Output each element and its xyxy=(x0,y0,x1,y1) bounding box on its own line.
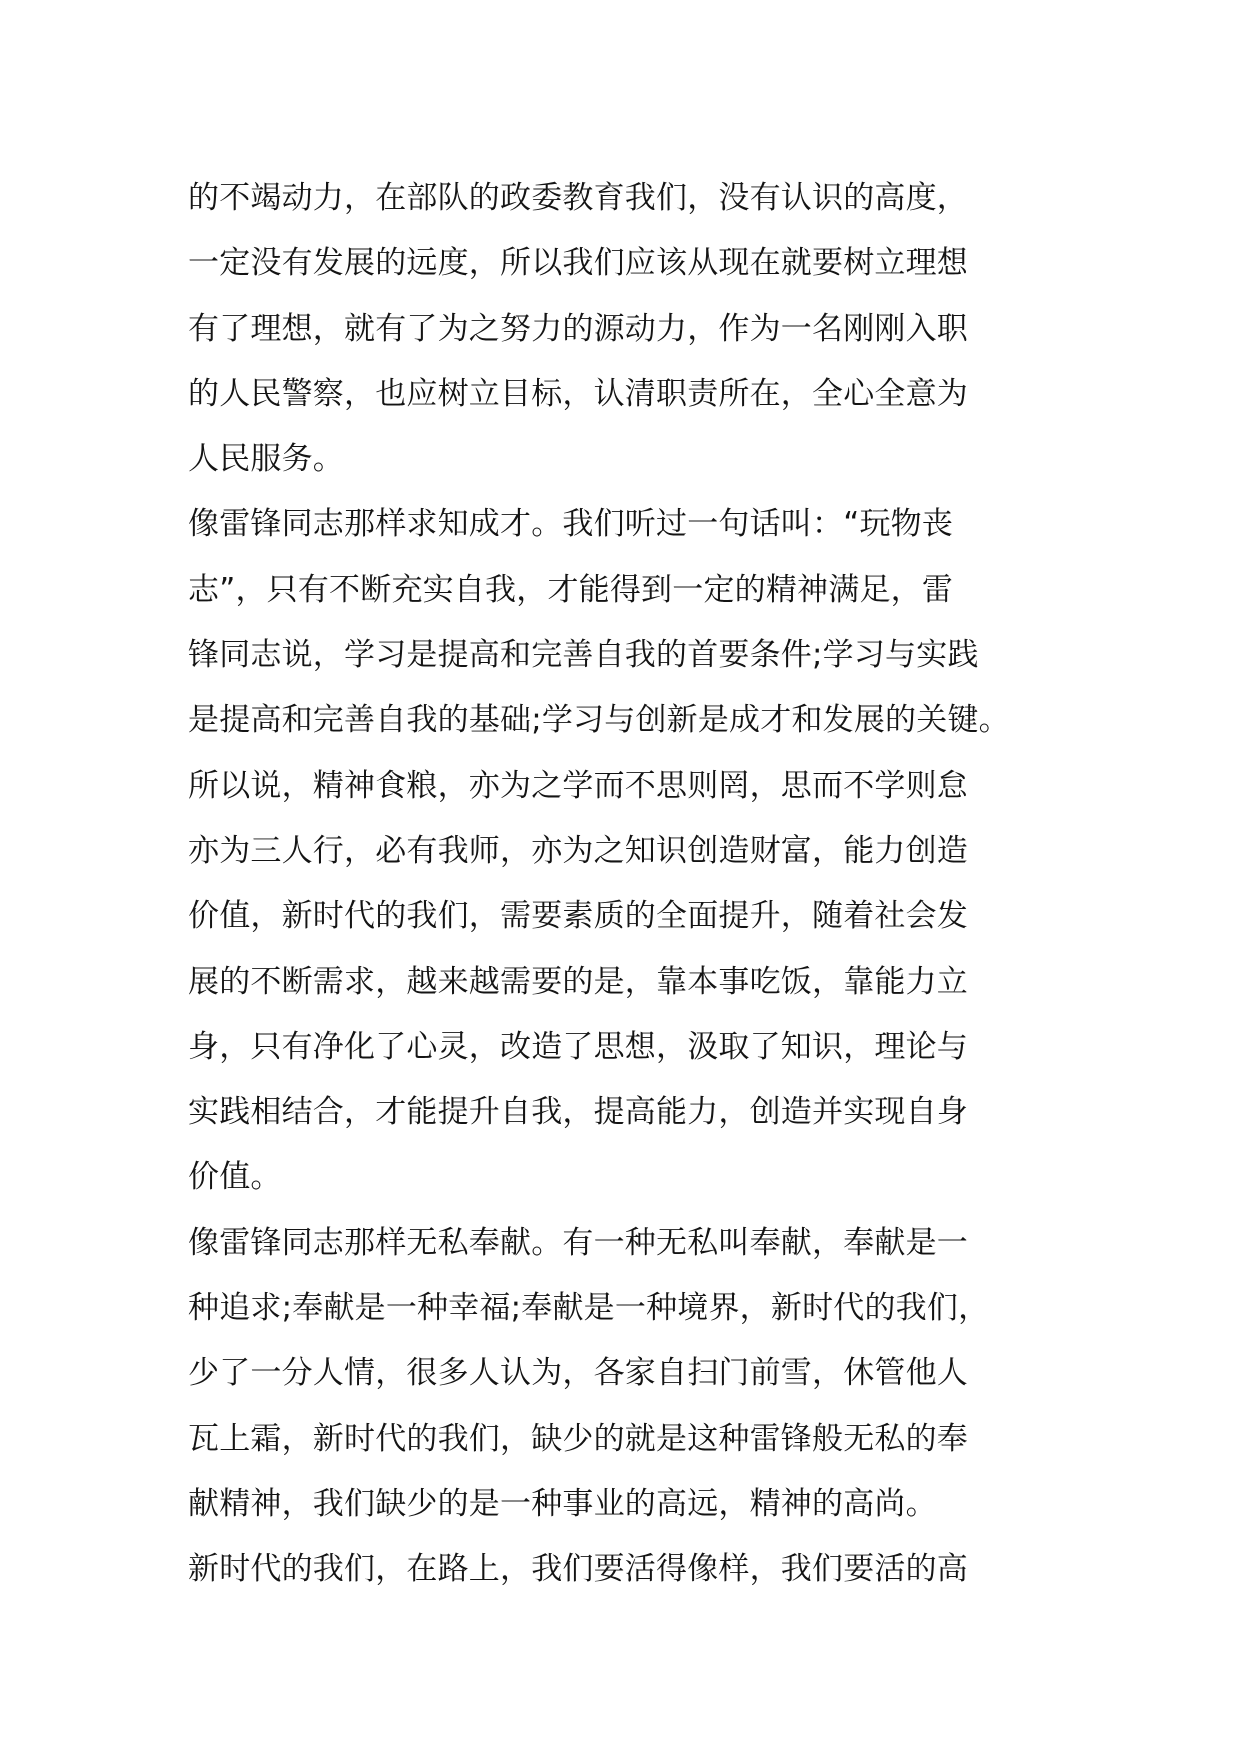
text-line: 锋同志说，学习是提高和完善自我的首要条件;学习与实践 xyxy=(188,637,979,674)
text-line: 价值，新时代的我们，需要素质的全面提升，随着社会发 xyxy=(188,898,968,935)
text-line: 献精神，我们缺少的是一种事业的高远，精神的高尚。 xyxy=(188,1485,937,1522)
text-line: 实践相结合，才能提升自我，提高能力，创造并实现自身 xyxy=(188,1094,968,1131)
text-line: 志”，只有不断充实自我，才能得到一定的精神满足，雷 xyxy=(188,571,954,608)
text-line: 是提高和完善自我的基础;学习与创新是成才和发展的关键。 xyxy=(188,702,1010,739)
text-line: 价值。 xyxy=(188,1159,282,1196)
text-line: 新时代的我们，在路上，我们要活得像样，我们要活的高 xyxy=(188,1551,968,1588)
text-line: 的不竭动力，在部队的政委教育我们，没有认识的高度， xyxy=(188,180,968,216)
text-line: 瓦上霜，新时代的我们，缺少的就是这种雷锋般无私的奉 xyxy=(188,1420,968,1457)
text-line: 像雷锋同志那样求知成才。我们听过一句话叫：“玩物丧 xyxy=(188,506,954,543)
text-line: 人民服务。 xyxy=(188,441,344,478)
text-line: 亦为三人行，必有我师，亦为之知识创造财富，能力创造 xyxy=(188,832,968,869)
text-line: 像雷锋同志那样无私奉献。有一种无私叫奉献，奉献是一 xyxy=(188,1224,968,1261)
text-line: 一定没有发展的远度，所以我们应该从现在就要树立理想 xyxy=(188,245,968,282)
text-line: 的人民警察，也应树立目标，认清职责所在，全心全意为 xyxy=(188,375,968,412)
text-line: 所以说，精神食粮，亦为之学而不思则罔，思而不学则怠 xyxy=(188,767,968,804)
body-text xyxy=(188,166,1068,1603)
text-line: 种追求;奉献是一种幸福;奉献是一种境界，新时代的我们， xyxy=(188,1290,990,1327)
text-line: 有了理想，就有了为之努力的源动力，作为一名刚刚入职 xyxy=(188,310,968,347)
text-line: 展的不断需求，越来越需要的是，靠本事吃饭，靠能力立 xyxy=(188,963,968,1000)
text-line: 少了一分人情，很多人认为，各家自扫门前雪，休管他人 xyxy=(188,1355,968,1392)
text-line: 身，只有净化了心灵，改造了思想，汲取了知识，理论与 xyxy=(188,1028,968,1065)
